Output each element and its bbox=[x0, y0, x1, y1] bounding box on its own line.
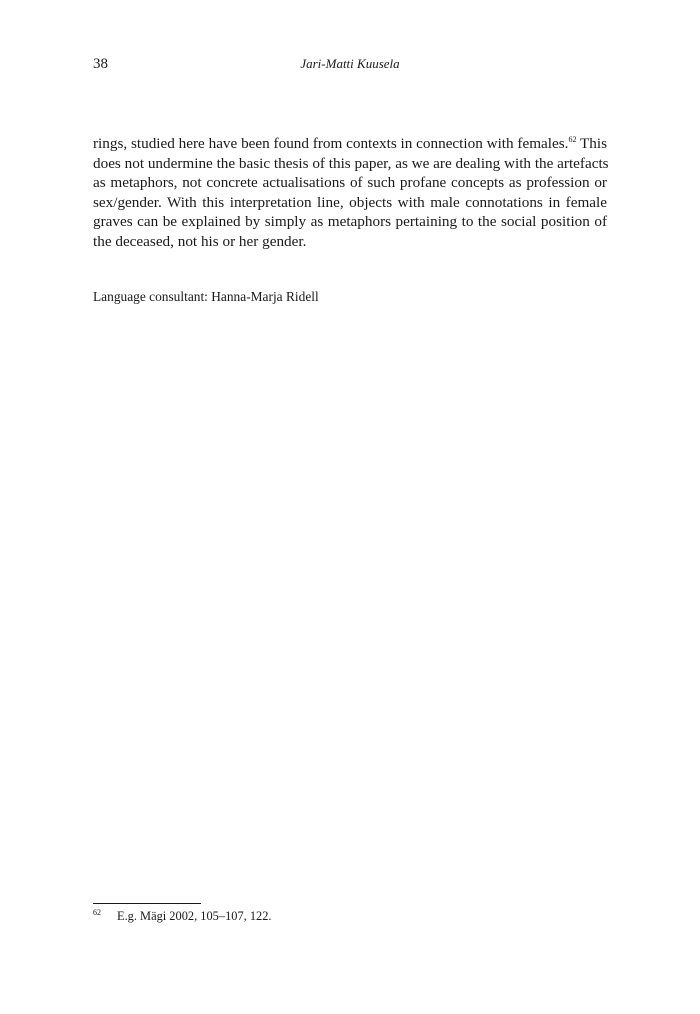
acknowledgement: Language consultant: Hanna-Marja Ridell bbox=[93, 289, 319, 304]
body-paragraph bbox=[93, 134, 607, 252]
footnote-text: E.g. Mägi 2002, 105–107, 122. bbox=[117, 909, 272, 923]
body-line: graves can be explained by simply as metaphors pertaining to the social position of bbox=[93, 213, 607, 231]
body-line-text: rings, studied here have been found from contexts in connection with females. bbox=[93, 135, 569, 152]
footnote-reference[interactable]: 62 bbox=[568, 135, 577, 144]
footnote: 62 E.g. Mägi 2002, 105–107, 122. bbox=[93, 908, 272, 923]
body-line: does not undermine the basic thesis of this paper, as we are dealing with the artefacts bbox=[93, 154, 609, 172]
page-number: 38 bbox=[93, 56, 108, 72]
body-line bbox=[93, 134, 607, 154]
body-line: sex/gender. With this interpretation line, objects with male connotations in female bbox=[93, 193, 607, 211]
body-line: as metaphors, not concrete actualisations of such profane concepts as profession or bbox=[93, 174, 607, 192]
footnote-rule bbox=[93, 903, 201, 904]
body-line-tail: This bbox=[576, 135, 607, 152]
running-head: Jari-Matti Kuusela bbox=[300, 56, 400, 71]
body-line: the deceased, not his or her gender. bbox=[93, 232, 307, 250]
